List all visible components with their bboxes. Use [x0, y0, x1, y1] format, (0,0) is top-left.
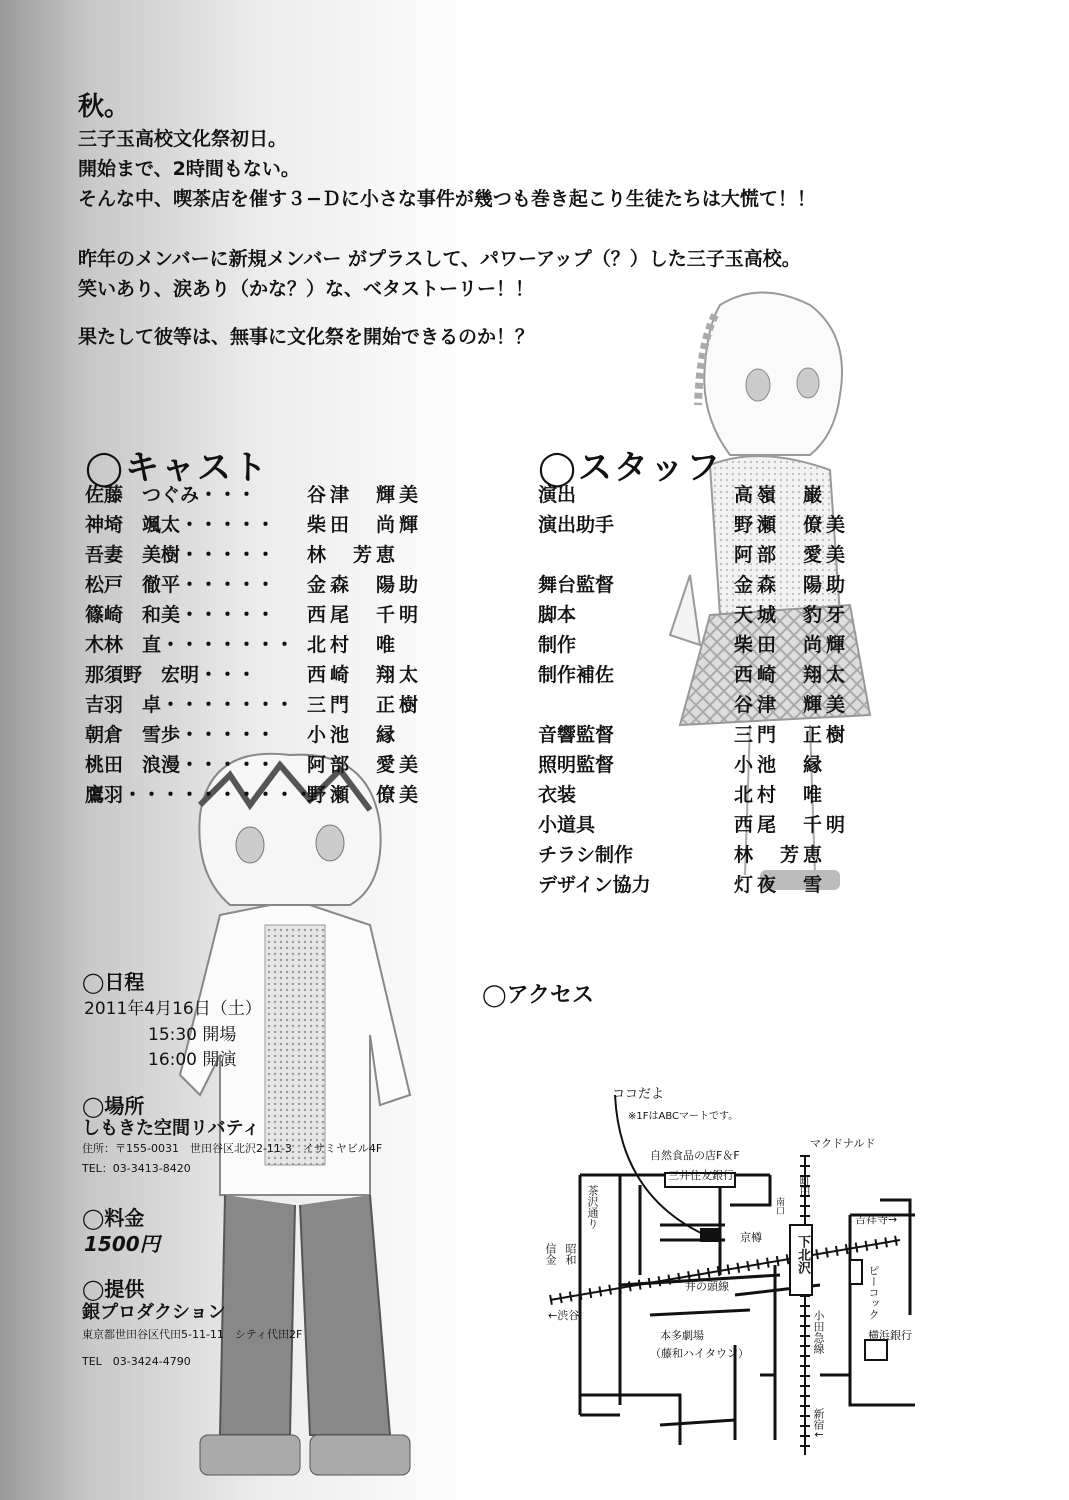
staff-row: [538, 660, 878, 690]
cast-row: [85, 750, 465, 780]
staff-list: [538, 480, 878, 900]
provider-name: 銀プロダクション: [82, 1302, 226, 1323]
cast-row: [85, 540, 465, 570]
staff-row: [538, 810, 878, 840]
cast-role: 桃田 浪漫・・・・・: [85, 754, 276, 776]
fee-heading: ◯料金: [82, 1206, 145, 1230]
staff-person: 三門 正樹: [734, 724, 850, 746]
map-label-shibuya: ←渋谷: [548, 1309, 580, 1322]
staff-title: ◯スタッフ: [538, 448, 723, 488]
cast-title: ◯キャスト: [85, 448, 270, 488]
staff-row: [538, 750, 878, 780]
cast-role: 木林 直・・・・・・・: [85, 634, 295, 656]
map-label-peacock: ピーコック: [867, 1265, 880, 1320]
map-note: ※1FはABCマートです。: [628, 1111, 739, 1122]
provider-heading: ◯提供: [82, 1277, 145, 1301]
staff-person: 野瀬 僚美: [734, 514, 850, 536]
staff-person: 西崎 翔太: [734, 664, 850, 686]
cast-role: 篠崎 和美・・・・・: [85, 604, 276, 626]
intro-line: そんな中、喫茶店を催す３−Ｄに小さな事件が幾つも巻き起こり生徒たちは大慌て！！: [78, 188, 816, 210]
staff-row: [538, 720, 878, 750]
cast-row: [85, 720, 465, 750]
cast-row: [85, 780, 465, 810]
cast-row: [85, 510, 465, 540]
fee-price: 1500円: [84, 1232, 160, 1256]
staff-person: 谷津 輝美: [734, 694, 850, 716]
intro-line: 三子玉高校文化祭初日。: [78, 128, 288, 150]
staff-row: [538, 540, 878, 570]
map-label-minamiguchi: 南口: [774, 1197, 784, 1215]
map-label-fujiwa: （藤和ハイタウン）: [650, 1347, 749, 1360]
cast-actor: 西崎 翔太: [307, 664, 423, 686]
schedule-date: 2011年4月16日（土）: [84, 999, 262, 1019]
cast-actor: 北村 唯: [307, 634, 400, 656]
cast-role: 那須野 宏明・・・: [85, 664, 257, 686]
cast-role: 吉羽 卓・・・・・・・: [85, 694, 295, 716]
staff-person: 柴田 尚輝: [734, 634, 850, 656]
cast-role: 神埼 颯太・・・・・: [85, 514, 276, 536]
map-here-label: ココだよ: [612, 1087, 665, 1102]
map-label-machida: 町田: [798, 1175, 811, 1197]
staff-row: [538, 570, 878, 600]
intro-line: 笑いあり、涙あり（かな？）な、ベタストーリー！！: [78, 278, 535, 300]
venue-address: 住所：〒155-0031 世田谷区北沢2-11-3 イサミヤビル4F: [82, 1142, 383, 1155]
staff-job: 演出: [538, 484, 577, 506]
venue-heading: ◯場所: [82, 1094, 145, 1118]
map-label-shinjuku: 新宿↓: [812, 1408, 825, 1440]
staff-person: 西尾 千明: [734, 814, 850, 836]
map-label-inokashira: 井の頭線: [685, 1280, 729, 1293]
staff-person: 金森 陽助: [734, 574, 850, 596]
cast-row: [85, 480, 465, 510]
staff-person: 高嶺 巌: [734, 484, 827, 506]
staff-job: 衣装: [538, 784, 577, 806]
map-label-honda: 本多劇場: [660, 1329, 704, 1342]
cast-actor: 野瀬 僚美: [307, 784, 423, 806]
staff-job: 演出助手: [538, 514, 615, 536]
cast-row: [85, 570, 465, 600]
intro-heading: 秋。: [78, 92, 131, 122]
staff-person: 天城 豹牙: [734, 604, 850, 626]
intro-line: 果たして彼等は、無事に文化祭を開始できるのか！？: [78, 326, 535, 348]
venue-tel: TEL：03-3413-8420: [82, 1162, 191, 1175]
cast-role: 松戸 徹平・・・・・: [85, 574, 276, 596]
map-label-mcd: マクドナルド: [810, 1137, 876, 1150]
map-label-kichijoji: 吉祥寺→: [855, 1213, 898, 1226]
staff-person: 阿部 愛美: [734, 544, 850, 566]
cast-actor: 三門 正樹: [307, 694, 423, 716]
cast-list: [85, 480, 465, 810]
staff-job: 照明監督: [538, 754, 615, 776]
map-label-shizen: 自然食品の店F＆F: [650, 1149, 740, 1162]
intro-line: 昨年のメンバーに新規メンバー がプラスして、パワーアップ（？）した三子玉高校。: [78, 248, 801, 270]
staff-row: [538, 480, 878, 510]
staff-row: [538, 630, 878, 660]
map-label-shinkin: 信金: [544, 1243, 557, 1265]
cast-actor: 林 芳恵: [307, 544, 400, 566]
cast-actor: 西尾 千明: [307, 604, 423, 626]
cast-row: [85, 600, 465, 630]
cast-row: [85, 630, 465, 660]
intro-line: 開始まで、2時間もない。: [78, 158, 300, 180]
cast-actor: 谷津 輝美: [307, 484, 423, 506]
cast-role: 朝倉 雪歩・・・・・: [85, 724, 276, 746]
access-heading: ◯アクセス: [482, 983, 594, 1008]
staff-person: 北村 唯: [734, 784, 827, 806]
staff-job: デザイン協力: [538, 874, 651, 896]
staff-person: 灯夜 雪: [734, 874, 827, 896]
cast-row: [85, 660, 465, 690]
schedule-start: 16:00 開演: [148, 1050, 237, 1070]
staff-job: 舞台監督: [538, 574, 615, 596]
cast-actor: 金森 陽助: [307, 574, 423, 596]
staff-row: [538, 690, 878, 720]
staff-person: 林 芳恵: [734, 844, 827, 866]
staff-job: 小道具: [538, 814, 596, 836]
staff-row: [538, 510, 878, 540]
map-label-showa: 昭和: [564, 1243, 577, 1265]
access-map: [520, 1075, 940, 1465]
staff-job: 制作: [538, 634, 577, 656]
staff-row: [538, 600, 878, 630]
cast-actor: 柴田 尚輝: [307, 514, 423, 536]
staff-person: 小池 縁: [734, 754, 827, 776]
venue-name: しもきた空間リバティ: [82, 1118, 261, 1139]
staff-row: [538, 870, 878, 900]
map-label-mitsui: 三井住友銀行: [668, 1169, 734, 1182]
staff-row: [538, 840, 878, 870]
staff-job: 制作補佐: [538, 664, 615, 686]
map-label-chazawa: 茶沢通り: [586, 1185, 599, 1229]
cast-role: 佐藤 つぐみ・・・: [85, 484, 257, 506]
schedule-heading: ◯日程: [82, 970, 145, 994]
staff-job: チラシ制作: [538, 844, 634, 866]
cast-role: 吾妻 美樹・・・・・: [85, 544, 276, 566]
cast-row: [85, 690, 465, 720]
staff-row: [538, 780, 878, 810]
provider-address: 東京都世田谷区代田5-11-11 シティ代田2F: [82, 1328, 303, 1341]
cast-actor: 阿部 愛美: [307, 754, 423, 776]
map-label-shimokita: 下北沢: [795, 1235, 810, 1274]
map-label-odakyu: 小田急線: [812, 1310, 825, 1354]
cast-role: 鷹羽・・・・・・・・・・: [85, 784, 314, 806]
map-label-yokohama: 横浜銀行: [868, 1329, 912, 1342]
staff-job: 音響監督: [538, 724, 615, 746]
staff-job: 脚本: [538, 604, 577, 626]
provider-tel: TEL 03-3424-4790: [82, 1355, 191, 1368]
map-label-keio: 京樽: [740, 1231, 762, 1244]
schedule-open: 15:30 開場: [148, 1025, 237, 1045]
cast-actor: 小池 縁: [307, 724, 400, 746]
intro-block: [78, 90, 816, 352]
